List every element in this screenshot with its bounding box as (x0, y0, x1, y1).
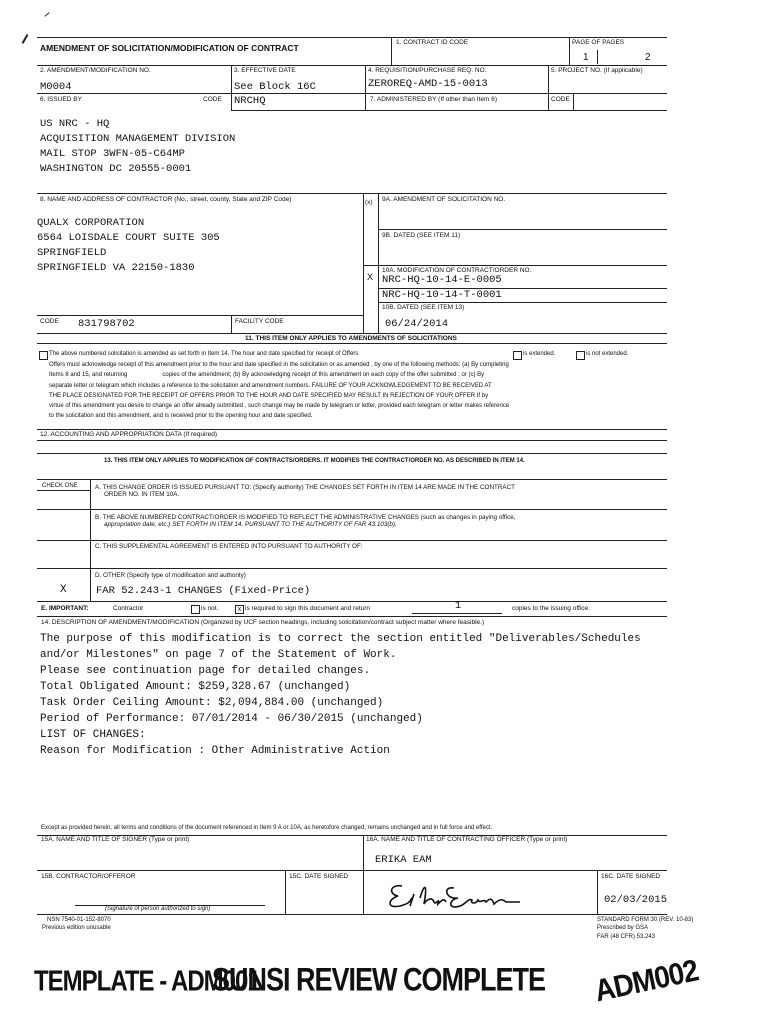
b16a-label: 16A. NAME AND TITLE OF CONTRACTING OFFICER (Type or print) (366, 836, 568, 843)
b9b-label: 9B. DATED (SEE ITEM 11) (382, 232, 461, 239)
b11-header: 11. THIS ITEM ONLY APPLIES TO AMENDMENTS OF SOLICITATIONS (245, 335, 457, 342)
b16a-value: ERIKA EAM (375, 854, 432, 866)
extended-checkbox[interactable] (513, 351, 522, 360)
template-stamp: TEMPLATE - ADM001 (34, 965, 260, 998)
is-not-label: is not. (201, 605, 219, 612)
except-text: Except as provided herein, all terms and conditions of the document referenced in Item 9 A or 10A, as heretofore changed, remains unchanged and in full force and effect. (41, 825, 493, 831)
b6-label: 6. ISSUED BY (40, 96, 82, 103)
is-required-label: is required to sign this document and return (245, 605, 371, 612)
contractor-code: 831798702 (78, 318, 135, 330)
contractor-word: Contractor (113, 605, 144, 612)
b11-line: THE PLACE DESIGNATED FOR THE RECEIPT OF OFFERS PRIOR TO THE HOUR AND DATE SPECIFIED MAY RESULT IN REJECTION OF YOUR OFFER If by (49, 393, 489, 399)
b14-line: Please see continuation page for detailed changes. (40, 665, 371, 677)
b16c-label: 16C. DATE SIGNED (601, 873, 661, 880)
b14-line: The purpose of this modification is to correct the section entitled "Deliverables/Schedules (40, 633, 641, 645)
important-label: E. IMPORTANT: (41, 605, 89, 612)
b5-label: 5. PROJECT NO. (If applicable) (551, 67, 643, 74)
issuer-line: MAIL STOP 3WFN-05-C64MP (40, 148, 185, 160)
issuer-line: WASHINGTON DC 20555-0001 (40, 163, 192, 175)
contractor-line: SPRINGFIELD (37, 247, 107, 259)
page-label: PAGE OF PAGES (572, 39, 625, 46)
b13a-line-2: ORDER NO. IN ITEM 10A. (104, 491, 180, 498)
b3-value: See Block 16C (234, 81, 316, 93)
issuer-line: US NRC - HQ (40, 118, 110, 130)
b6-code-label: CODE (203, 96, 222, 103)
is-not-checkbox[interactable] (191, 605, 200, 614)
b14-line: Reason for Modification : Other Administrative Action (40, 745, 390, 757)
b11-line: The above numbered solicitation is amended as set forth in Item 14. The hour and date specified for receipt of Offers (49, 351, 359, 357)
copies-number: 1 (455, 601, 462, 612)
not-extended-label: is not extended. (586, 351, 629, 357)
b3-label: 3. EFFECTIVE DATE (234, 67, 296, 74)
b10b-value: 06/24/2014 (385, 318, 449, 330)
b11-line: Offers must acknowledge receipt of this amendment prior to the hour and date specified in the solicitation or as amended , by one of the following methods: (a) By completing (49, 362, 509, 368)
signature-caption: (Signature of person authorized to sign) (105, 906, 211, 912)
b13d-value: FAR 52.243-1 CHANGES (Fixed-Price) (96, 585, 311, 597)
b8-label: 8. NAME AND ADDRESS OF CONTRACTOR (No., street, county, State and ZIP Code) (40, 196, 292, 203)
b15a-label: 15A. NAME AND TITLE OF SIGNER (Type or print) (41, 836, 190, 843)
check-one-label: CHECK ONE (42, 483, 78, 489)
b16b-label: 16B. UNITED STATES OF AMERICA (366, 873, 474, 880)
b13c-line: C. THIS SUPPLEMENTAL AGREEMENT IS ENTERED INTO PURSUANT TO AUTHORITY OF: (95, 543, 363, 550)
extended-label: is extended. (523, 351, 556, 357)
b6-code: NRCHQ (234, 95, 266, 107)
contractor-address (37, 216, 220, 276)
is-required-checkbox[interactable]: x (235, 605, 244, 614)
nsn-label: NSN 7540-01-152-8070 (47, 917, 111, 923)
b13d-line: D. OTHER (Specify type of modification and authority) (95, 572, 246, 579)
b4-label: 4. REQUISITION/PURCHASE REQ. NO. (368, 67, 487, 74)
b13b-line-1: B. THE ABOVE NUMBERED CONTRACT/ORDER IS MODIFIED TO REFLECT THE ADMINISTRATIVE CHANGES (such as changes in paying office, (95, 514, 516, 521)
b1-label: 1. CONTRACT ID CODE (396, 39, 469, 46)
b11-checkbox[interactable] (39, 351, 48, 360)
contractor-line: 6564 LOISDALE COURT SUITE 305 (37, 232, 220, 244)
b11-line: virtue of this amendment you desire to change an offer already submitted , such change may be made by telegram or letter, provided each telegram or letter makes reference (49, 403, 510, 409)
b15c-label: 15C. DATE SIGNED (289, 873, 349, 880)
b15b-label: 15B. CONTRACTOR/OFFEROR (41, 873, 136, 880)
copies-text: copies to the issuing office. (512, 605, 590, 612)
contracting-officer-signature (380, 874, 530, 914)
b2-label: 2. AMENDMENT/MODIFICATION NO. (40, 67, 151, 74)
b10a-mark: X (367, 272, 374, 282)
facility-code-label: FACILITY CODE (235, 318, 284, 325)
b7-code-label: CODE (551, 96, 570, 103)
b14-line: Total Obligated Amount: $259,328.67 (unchanged) (40, 681, 351, 693)
b14-label: 14. DESCRIPTION OF AMENDMENT/MODIFICATION (Organized by UCF section headings, including solicitation/contract subject matter where feasible.) (41, 619, 485, 626)
b2-value: M0004 (40, 81, 72, 93)
b14-description (40, 631, 641, 759)
b10a-value-1: NRC-HQ-10-14-E-0005 (382, 274, 502, 286)
sunsi-review-stamp: SUNSI REVIEW COMPLETE (212, 961, 546, 998)
b14-line: Period of Performance: 07/01/2014 - 06/30/2015 (unchanged) (40, 713, 423, 725)
contractor-line: SPRINGFIELD VA 22150-1830 (37, 262, 195, 274)
b11-line: Items 8 and 15, and returning copies of the amendment; (b) By acknowledging receipt of this amendment on each copy of the offer submitted ; or (c) By (49, 372, 485, 378)
issuer-address (40, 117, 235, 177)
page-total: 2 (645, 52, 651, 63)
b13d-mark: X (60, 584, 67, 596)
b9-check: (x) (365, 199, 373, 206)
b11-line: to the solicitation and this amendment, and is received prior to the opening hour and date specified. (49, 413, 313, 419)
b13-header: 13. THIS ITEM ONLY APPLIES TO MODIFICATION OF CONTRACTS/ORDERS. IT MODIFIES THE CONTRACT/ORDER NO. AS DESCRIBED IN ITEM 14. (104, 458, 525, 464)
b10a-value-2: NRC-HQ-10-14-T-0001 (382, 289, 502, 301)
not-extended-checkbox[interactable] (576, 351, 585, 360)
b14-line: Task Order Ceiling Amount: $2,094,884.00 (unchanged) (40, 697, 384, 709)
prescribed-label: Prescribed by GSA (597, 925, 649, 931)
page-number: 1 (583, 52, 589, 63)
b13a-line-1: A. THIS CHANGE ORDER IS ISSUED PURSUANT TO: (Specify authority) THE CHANGES SET FORTH IN ITEM 14 ARE MADE IN THE CONTRACT (95, 484, 515, 491)
form-title: AMENDMENT OF SOLICITATION/MODIFICATION OF CONTRACT (40, 43, 299, 53)
margin-mark (22, 34, 29, 44)
standard-form-label: STANDARD FORM 30 (REV. 10-83) (597, 917, 694, 923)
adm-stamp: ADM002 (591, 952, 701, 1009)
b12-label: 12. ACCOUNTING AND APPROPRIATION DATA (If required) (40, 431, 217, 438)
b11-line: separate letter or telegram which includes a reference to the solicitation and amendment numbers. FAILURE OF YOUR ACKNOWLEDGEMENT TO BE RECEIVED AT (49, 383, 492, 389)
b9a-label: 9A. AMENDMENT OF SOLICITATION NO. (382, 196, 506, 203)
b4-value: ZEROREQ-AMD-15-0013 (368, 78, 488, 90)
b10a-label: 10A. MODIFICATION OF CONTRACT/ORDER NO. (382, 267, 532, 274)
b10b-label: 10B. DATED (SEE ITEM 13) (382, 304, 465, 311)
far-label: FAR (48 CFR) 53.243 (597, 934, 656, 940)
b7-label: 7. ADMINISTERED BY (If other than Item 6) (370, 96, 498, 103)
b16c-value: 02/03/2015 (604, 894, 668, 906)
b14-line: LIST OF CHANGES: (40, 729, 146, 741)
b13b-line-2: appropriation date, etc.) SET FORTH IN ITEM 14, PURSUANT TO THE AUTHORITY OF FAR 43.103(b). (104, 521, 397, 528)
contractor-line: QUALX CORPORATION (37, 217, 145, 229)
previous-edition-label: Previous edition unusable (42, 925, 111, 931)
issuer-line: ACQUISITION MANAGEMENT DIVISION (40, 133, 236, 145)
contractor-code-label: CODE (40, 318, 59, 325)
margin-mark (44, 12, 49, 17)
b14-line: and/or Milestones" on page 7 of the Statement of Work. (40, 649, 397, 661)
